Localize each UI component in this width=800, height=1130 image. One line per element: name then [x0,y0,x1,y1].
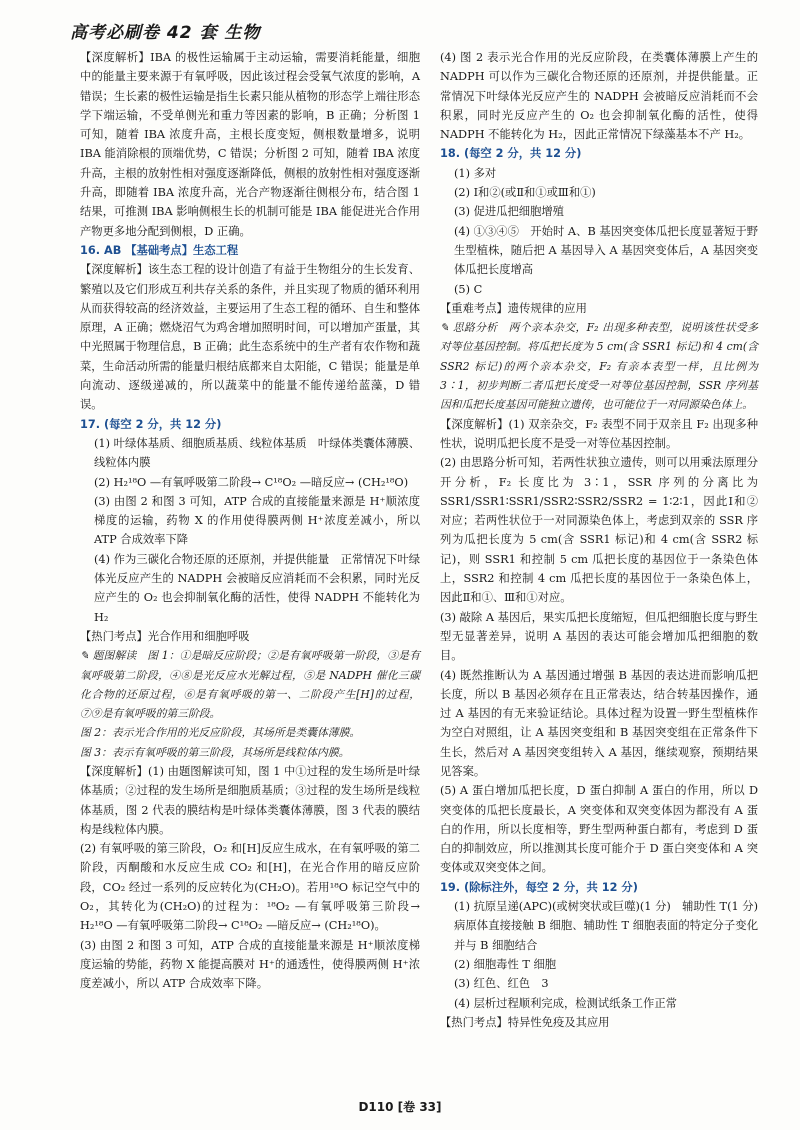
right-paragraph: (3) 红色、红色 3 [454,977,549,991]
left-paragraph: (1) 叶绿体基质、细胞质基质、线粒体基质 叶绿体类囊体薄膜、线粒体内膜 [94,436,420,470]
left-paragraph: 【热门考点】光合作用和细胞呼吸 [80,629,250,643]
right-paragraph: (2) Ⅰ和②(或Ⅱ和①或Ⅲ和①) [454,186,596,200]
right-paragraph: (5) A 蛋白增加瓜把长度，D 蛋白抑制 A 蛋白的作用，所以 D 突变体的瓜把长度最长，A 突变体和双突变体因为都没有 A 蛋白的作用，所以长度相等，野生型两种蛋白都有，考虑到 D 蛋白的抑制效应，所以推测其长度可能介于 D 蛋白突变体和 A 突变体或双突变体之间。 [440,784,758,875]
right-paragraph: ✎ 思路分析 两个亲本杂交，F₂ 出现多种表型，说明该性状受多对等位基因控制。将瓜把长度为 5 cm(含 SSR1 标记)和 4 cm(含 SSR2 标记)的两个亲本杂交，F₂ 有亲本表型一样，且比例为 3∶1，初步判断二者瓜把长度受一对等位基因控制，SSR 序列基因和瓜把长度基因可能独立遗传，也可能位于一对同源染色体上。 [440,321,758,412]
left-paragraph: 图 2：表示光合作用的光反应阶段，其场所是类囊体薄膜。 [80,726,361,740]
right-column [440,48,770,1032]
right-paragraph: 【重难考点】遗传规律的应用 [440,301,587,315]
right-paragraph: (1) 多对 [454,166,497,180]
left-paragraph: ✎ 题图解读 图 1：①是暗反应阶段；②是有氧呼吸第一阶段，③是有氧呼吸第二阶段，④⑧是光反应水光解过程，⑤是 NADPH 催化三碳化合物的还原过程，⑥是有氧呼吸的第一、二阶段产生[H]的过程，⑦⑨是有氧呼吸的第三阶段。 [80,649,420,721]
left-paragraph: (3) 由图 2 和图 3 可知，ATP 合成的直接能量来源是 H⁺顺浓度梯度的运输，药物 X 的作用使得膜两侧 H⁺浓度差减小，所以 ATP 合成效率下降 [94,494,420,547]
right-paragraph: (3) 敲除 A 基因后，果实瓜把长度缩短，但瓜把细胞长度与野生型无显著差异，说明 A 基因的表达可能会增加瓜把细胞的数目。 [440,610,758,663]
right-question-heading: 19. (除标注外，每空 2 分，共 12 分) [440,880,638,894]
left-paragraph: (4) 作为三碳化合物还原的还原剂，并提供能量 正常情况下叶绿体光反应产生的 NADPH 会被暗反应消耗而不会积累，同时光反应产生的 O₂ 也会抑制氧化酶的活性，使得 NADPH 不能转化为 H₂ [94,552,420,624]
right-paragraph: (5) C [454,282,483,296]
right-paragraph: (2) 细胞毒性 T 细胞 [454,957,557,971]
right-paragraph: (4) 图 2 表示光合作用的光反应阶段，在类囊体薄膜上产生的 NADPH 可以作为三碳化合物还原的还原剂，并提供能量。正常情况下叶绿体光反应产生的 NADPH 会被暗反应消耗而不会积累，同时光反应产生的 O₂ 也会抑制氧化酶的活性，使得 NADPH 不能转化为 H₂，因此正常情况下绿藻基本不产 H₂。 [440,51,758,142]
page-footer: D110 [卷 33] [358,1100,442,1114]
left-paragraph: (3) 由图 2 和图 3 可知，ATP 合成的直接能量来源是 H⁺顺浓度梯度运输的势能，药物 X 能提高膜对 H⁺的通透性，使得膜两侧 H⁺浓度差减小，所以 ATP 合成效率下降。 [80,938,420,991]
left-paragraph: 图 3：表示有氧呼吸的第三阶段，其场所是线粒体内膜。 [80,745,350,759]
right-paragraph: (4) 层析过程顺利完成，检测试纸条工作正常 [454,996,677,1010]
left-paragraph: 【深度解析】IBA 的极性运输属于主动运输，需要消耗能量，细胞中的能量主要来源于有氧呼吸，因此该过程会受氧气浓度的影响，A 错误；生长素的极性运输是指生长素只能从植物的形态学上端往形态学下端运输，不受单侧光和重力等因素的影响，B 正确；分析图 1 可知，随着 IBA 浓度升高，主根长度变短，侧根数量增多，说明 IBA 能消除根的顶端优势，C 错误；分析图 2 可知，随着 IBA 浓度升高，主根的放射性相对强度逐渐降低，侧根的放射性相对强度逐渐升高，即随着 IBA 浓度升高，光合产物逐渐往侧根分布，结合图 1 结果，可推测 IBA 影响侧根生长的机制可能是 IBA 能促进光合作用产物更多地分配到侧根，D 正确。 [80,51,420,238]
right-paragraph: (4) 既然推断认为 A 基因通过增强 B 基因的表达进而影响瓜把长度，所以 B 基因必须存在且正常表达，结合转基因操作，通过 A 基因的有无来验证结论。具体过程为设置一野生型植株作为空白对照组，让 A 基因突变组和 B 基因突变组在正常条件下生长，然后对 A 基因突变组转入 A 基因，继续观察，预期结果见答案。 [440,668,758,778]
right-paragraph: 【深度解析】(1) 双亲杂交，F₂ 表型不同于双亲且 F₂ 出现多种性状，说明瓜把长度不是受一对等位基因控制。 [440,417,758,450]
right-paragraph: (2) 由思路分析可知，若两性状独立遗传，则可以用乘法原理分开分析，F₂ 长度比为 3∶1，SSR 序列的分离比为 SSR1/SSR1∶SSR1/SSR2∶SSR2/SSR2 = 1∶2∶1，因此Ⅰ和②对应；若两性状位于一对同源染色体上，考虑到双亲的 SSR 序列为瓜把长度为 5 cm(含 SSR1 标记)和 4 cm(含 SSR2 标记)，则 SSR1 和控制 5 cm 瓜把长度的基因位于一条染色体上，SSR2 和控制 4 cm 瓜把长度的基因位于一条染色体上，因此Ⅱ和①、Ⅲ和①对应。 [440,456,758,605]
right-question-heading: 18. (每空 2 分，共 12 分) [440,147,582,161]
page-header-title: 高考必刷卷 42 套 生物 [70,23,261,43]
right-paragraph: (1) 抗原呈递(APC)(或树突状或巨噬)(1 分) 辅助性 T(1 分) 病原体直接接触 B 细胞、辅助性 T 细胞表面的特定分子变化并与 B 细胞结合 [454,900,770,952]
left-paragraph: 【深度解析】该生态工程的设计创造了有益于生物组分的生长发育、繁殖以及它们形成互利共存关系的条件，并且实现了物质的循环利用从而获得较高的经济效益，主要运用了生态工程的循环、自生和整体原理，A 正确；燃烧沼气为鸡舍增加照明时间，可以增加产蛋量，其中光照属于物理信息，B 正确；此生态系统中的生产者有农作物和蔬菜，生命活动所需的能量归根结底都来自太阳能，C 错误；能量是单向流动、逐级递减的，所以蔬菜中的能量不能传递给蓝藻，D 错误。 [80,263,420,412]
left-column [80,48,420,994]
left-question-heading: 16. AB 【基础考点】生态工程 [80,243,239,257]
left-paragraph: 【深度解析】(1) 由题图解读可知，图 1 中①过程的发生场所是叶绿体基质；②过程的发生场所是细胞质基质；③过程的发生场所是线粒体基质，图 2 代表的膜结构是叶绿体类囊体薄膜，图 3 代表的膜结构是线粒体内膜。 [80,764,420,836]
left-question-heading: 17. (每空 2 分，共 12 分) [80,417,222,431]
right-paragraph: (3) 促进瓜把细胞增殖 [454,205,564,219]
right-paragraph: (4) ①③④⑤ 开始时 A、B 基因突变体瓜把长度显著短于野生型植株，随后把 A 基因导入 A 基因突变体后，A 基因突变体瓜把长度增高 [454,224,758,277]
right-paragraph: 【热门考点】特异性免疫及其应用 [440,1015,610,1029]
left-paragraph: (2) 有氧呼吸的第三阶段，O₂ 和[H]反应生成水，在有氧呼吸的第二阶段，丙酮酸和水反应生成 CO₂ 和[H]，在光合作用的暗反应阶段，CO₂ 经过一系列的反应转化为(CH₂O)。若用¹⁸O 标记空气中的 O₂，其转化为(CH₂O)的过程为：¹⁸O₂ —有氧呼吸第三阶段→ H₂¹⁸O —有氧呼吸第二阶段→ C¹⁸O₂ —暗反应→ (CH₂¹⁸O)。 [80,842,420,933]
left-paragraph: (2) H₂¹⁸O —有氧呼吸第二阶段→ C¹⁸O₂ —暗反应→ (CH₂¹⁸O) [94,475,409,489]
